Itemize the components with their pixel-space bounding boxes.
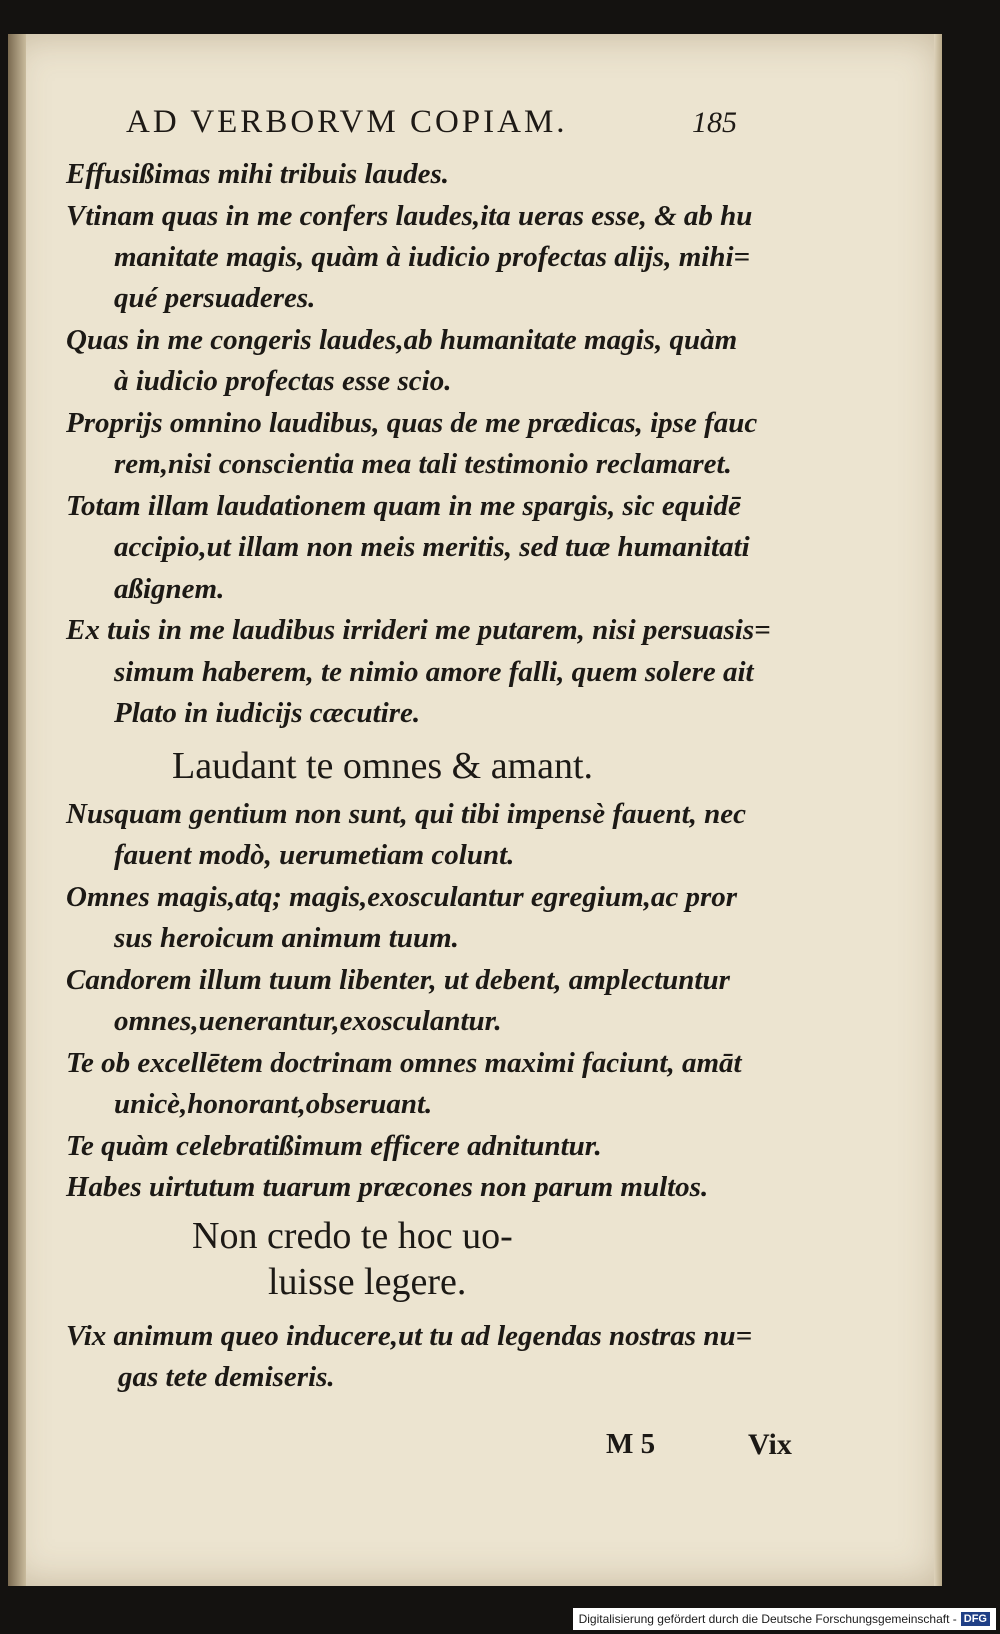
text-line: Candorem illum tuum libenter, ut debent, amplectuntur: [66, 964, 730, 996]
text-line: Habes uirtutum tuarum præcones non parum multos.: [66, 1171, 709, 1203]
text-line: Proprijs omnino laudibus, quas de me prædicas, ipse fauc: [66, 407, 758, 439]
text-line: manitate magis, quàm à iudicio profectas alijs, mihi=: [114, 241, 751, 273]
text-line: Ex tuis in me laudibus irrideri me putarem, nisi persuasis=: [66, 614, 771, 646]
text-line: à iudicio profectas esse scio.: [114, 365, 452, 397]
dfg-logo: DFG: [961, 1612, 990, 1626]
text-line: Plato in iudicijs cæcutire.: [114, 697, 421, 729]
text-line: Effusißimas mihi tribuis laudes.: [66, 158, 450, 190]
running-title: AD VERBORVM COPIAM.: [126, 104, 568, 140]
funding-attribution: [573, 1608, 996, 1630]
text-line: Totam illam laudationem quam in me spargis, sic equidē: [66, 490, 741, 522]
page-edge: [934, 34, 942, 1586]
signature-mark: M 5: [606, 1428, 656, 1460]
text-line: accipio,ut illam non meis meritis, sed tuæ humanitati: [114, 531, 750, 563]
text-line: aßignem.: [114, 573, 225, 605]
section-heading: Non credo te hoc uo-: [192, 1215, 513, 1257]
page-number: 185: [692, 106, 737, 139]
page-binding: [8, 34, 26, 1586]
text-line: Omnes magis,atq; magis,exosculantur egregium,ac pror: [66, 881, 738, 913]
text-line: Nusquam gentium non sunt, qui tibi impensè fauent, nec: [66, 798, 747, 830]
text-line: Vix animum queo inducere,ut tu ad legendas nostras nu=: [66, 1320, 753, 1352]
section-heading: luisse legere.: [268, 1261, 467, 1303]
text-line: omnes,uenerantur,exosculantur.: [114, 1005, 502, 1037]
running-header: [126, 104, 926, 141]
catchword: Vix: [748, 1428, 792, 1461]
attribution-text: Digitalisierung gefördert durch die Deutsche Forschungsgemeinschaft -: [578, 1612, 957, 1626]
text-line: unicè,honorant,obseruant.: [114, 1088, 433, 1120]
text-line: fauent modò, uerumetiam colunt.: [114, 839, 515, 871]
text-line: rem,nisi conscientia mea tali testimonio reclamaret.: [114, 448, 732, 480]
text-line: Te quàm celebratißimum efficere adnituntur.: [66, 1130, 602, 1162]
text-line: qué persuaderes.: [114, 282, 316, 314]
text-line: sus heroicum animum tuum.: [114, 922, 459, 954]
text-line: gas tete demiseris.: [118, 1361, 335, 1393]
text-line: Quas in me congeris laudes,ab humanitate magis, quàm: [66, 324, 738, 356]
text-line: Vtinam quas in me confers laudes,ita ueras esse, & ab hu: [66, 200, 753, 232]
section-heading: Laudant te omnes & amant.: [172, 745, 594, 787]
text-line: Te ob excellētem doctrinam omnes maximi faciunt, amāt: [66, 1047, 742, 1079]
book-page: [8, 34, 942, 1586]
text-line: simum haberem, te nimio amore falli, quem solere ait: [114, 656, 754, 688]
